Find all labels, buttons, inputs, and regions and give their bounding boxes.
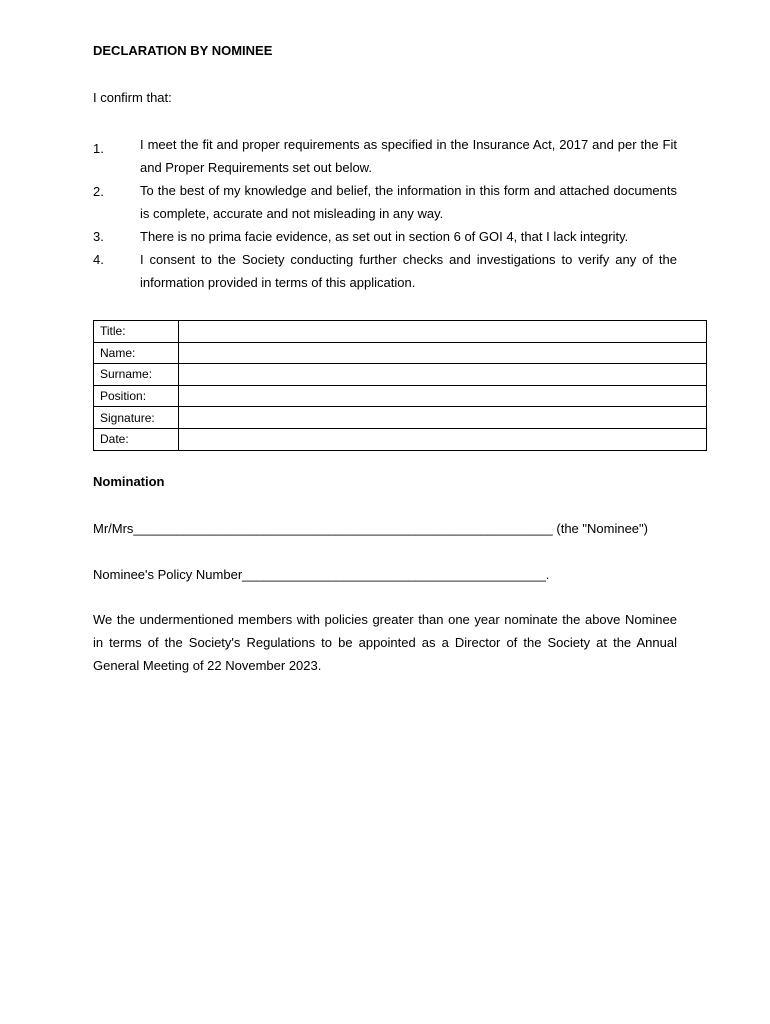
nominee-name-line: Mr/Mrs__________________________________________________________ (the "Nominee")	[93, 521, 648, 536]
field-label-surname: Surname:	[94, 364, 179, 386]
policy-number-line: Nominee's Policy Number__________________________________________.	[93, 567, 550, 582]
field-value-surname[interactable]	[179, 364, 707, 386]
field-value-signature[interactable]	[179, 407, 707, 429]
table-row	[94, 385, 707, 407]
list-item-number: 1.	[93, 141, 104, 156]
list-item-number: 4.	[93, 252, 104, 267]
list-item-number: 2.	[93, 184, 104, 199]
nominee-details-table	[93, 320, 707, 451]
list-item-text: To the best of my knowledge and belief, the information in this form and attached documents is complete, accurate and not misleading in any way.	[140, 183, 677, 221]
list-item-text: I meet the fit and proper requirements as specified in the Insurance Act, 2017 and per the Fit and Proper Requirements set out below.	[140, 137, 677, 175]
field-value-name[interactable]	[179, 342, 707, 364]
field-label-name: Name:	[94, 342, 179, 364]
list-item-text: There is no prima facie evidence, as set out in section 6 of GOI 4, that I lack integrity.	[140, 229, 629, 244]
field-value-title[interactable]	[179, 321, 707, 343]
document-title: DECLARATION BY NOMINEE	[93, 43, 273, 58]
nomination-heading: Nomination	[93, 474, 165, 489]
table-row	[94, 428, 707, 450]
list-item-number: 3.	[93, 229, 104, 244]
field-label-title: Title:	[94, 321, 179, 343]
field-value-position[interactable]	[179, 385, 707, 407]
table-row	[94, 364, 707, 386]
field-label-signature: Signature:	[94, 407, 179, 429]
field-label-position: Position:	[94, 385, 179, 407]
field-value-date[interactable]	[179, 428, 707, 450]
table-row	[94, 407, 707, 429]
table-row	[94, 342, 707, 364]
table-row	[94, 321, 707, 343]
field-label-date: Date:	[94, 428, 179, 450]
intro-text: I confirm that:	[93, 90, 172, 105]
nomination-statement: We the undermentioned members with policies greater than one year nominate the above Nominee in terms of the Society's Regulations to be appointed as a Director of the Society at the Annual General Meeting of 22 November 2023.	[93, 612, 677, 673]
list-item-text: I consent to the Society conducting further checks and investigations to verify any of the information provided in terms of this application.	[140, 252, 677, 290]
